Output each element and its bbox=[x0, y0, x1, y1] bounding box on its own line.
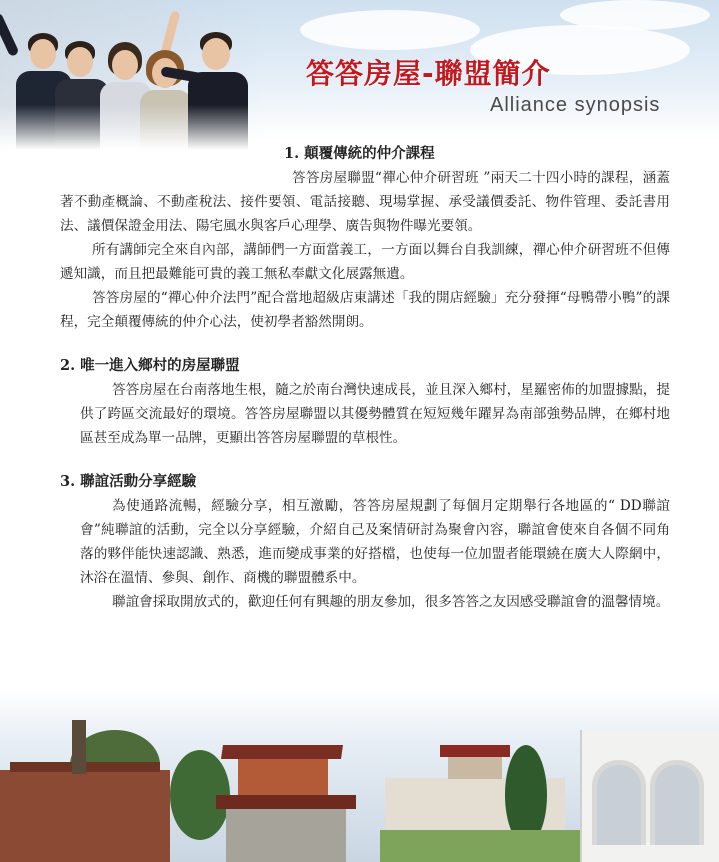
section-title: 2. 唯一進入鄉村的房屋聯盟 bbox=[60, 357, 240, 374]
temple-roof bbox=[221, 745, 343, 759]
section-3 bbox=[60, 470, 670, 614]
section-paragraph: 答答房屋聯盟“禪心仲介研習班 ”兩天二十四小時的課程，涵蓋著不動產概論、不動產稅法、接件要領、電話接聽、現場掌握、承受議價委託、物件管理、委託書用法、議價保證金用法、陽宅風水與客戶心理學、廣告與物件曝光要領。 bbox=[60, 170, 670, 234]
section-paragraph: 聯誼會採取開放式的，歡迎任何有興趣的朋友參加，很多答答之友因感受聯誼會的溫馨情境。 bbox=[112, 594, 670, 610]
cloud bbox=[560, 0, 710, 30]
celebrating-people-photo bbox=[0, 0, 260, 150]
temple-building bbox=[238, 759, 328, 799]
brick-fort bbox=[0, 770, 170, 862]
lawn bbox=[380, 830, 580, 862]
section-paragraph: 答答房屋在台南落地生根，隨之於南台灣快速成長，並且深入鄉村，星羅密佈的加盟據點，提供了跨區交流最好的環境。答答房屋聯盟以其優勢體質在短短幾年躍昇為南部強勢品牌，在鄉村地區甚至成為單一品牌，更顯出答答房屋聯盟的草根性。 bbox=[80, 382, 670, 446]
page-subtitle: Alliance synopsis bbox=[490, 94, 661, 116]
section-paragraph: 為使通路流暢，經驗分享，相互激勵，答答房屋規劃了每個月定期舉行各地區的“ DD聯誼會”純聯誼的活動，完全以分享經驗，介紹自己及案情研討為聚會內容，聯誼會使來自各個不同角落的夥伴能快速認識、熟悉，進而變成事業的好搭檔，也使每一位加盟者能環繞在廣大人際網中，沐浴在溫情、參與、創作、商機的聯盟體系中。 bbox=[80, 498, 670, 586]
section-paragraph: 答答房屋的“禪心仲介法門”配合當地超級店東講述「我的開店經驗」充分發揮“母鴨帶小鴨”的課程，完全顛覆傳統的仲介心法，使初學者豁然開朗。 bbox=[60, 290, 670, 330]
cloud bbox=[300, 10, 480, 50]
section-paragraph: 所有講師完全來自內部，講師們一方面當義工，一方面以舞台自我訓練，禪心仲介研習班不但傳遞知識，而且把最難能可貴的義工無私奉獻文化展露無遺。 bbox=[60, 242, 670, 282]
section-title: 1. 顛覆傳統的仲介課程 bbox=[284, 145, 435, 162]
main-content bbox=[60, 142, 670, 614]
section-1 bbox=[60, 142, 670, 334]
pavilion-roof bbox=[440, 745, 510, 757]
arch bbox=[592, 760, 646, 845]
section-title: 3. 聯誼活動分享經驗 bbox=[60, 473, 197, 490]
statue bbox=[72, 720, 86, 774]
arch bbox=[650, 760, 704, 845]
page-title: 答答房屋-聯盟簡介 bbox=[306, 57, 551, 90]
section-2 bbox=[60, 354, 670, 450]
landmarks-photo-strip bbox=[0, 690, 719, 862]
